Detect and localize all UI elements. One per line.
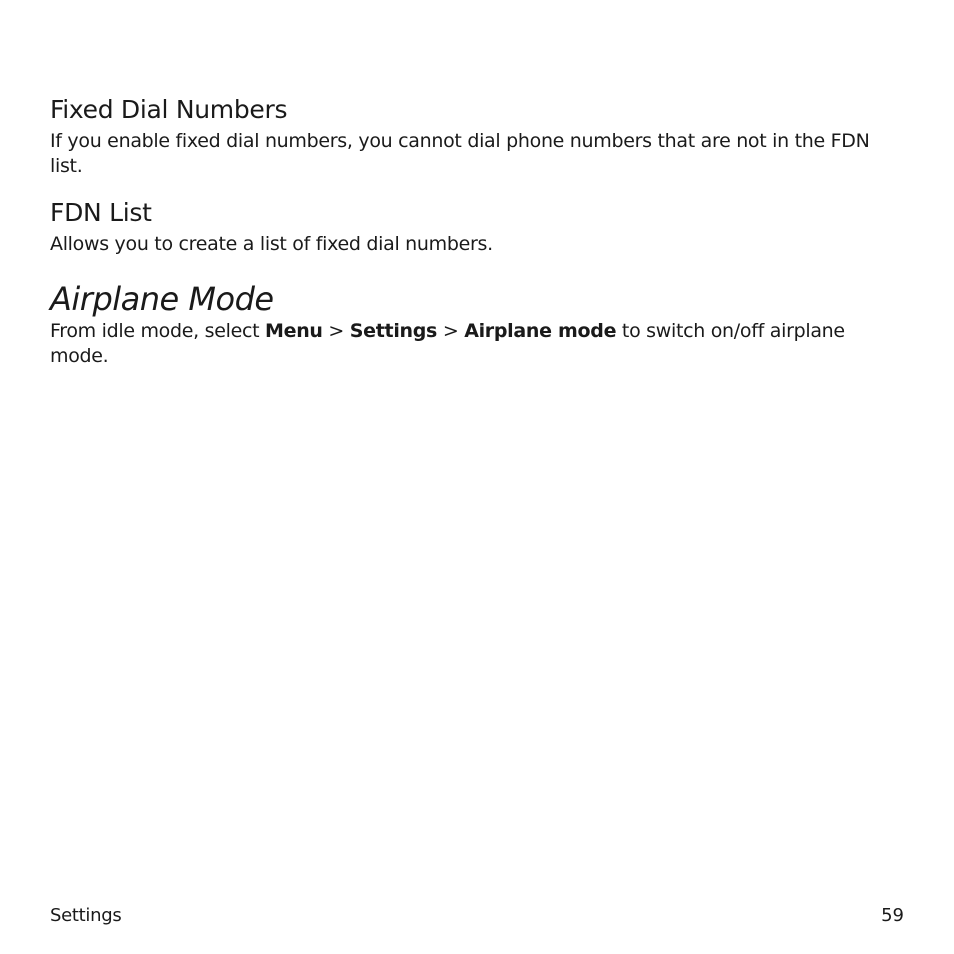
instruction-text-before: From idle mode, select: [50, 320, 266, 342]
footer-section-name: Settings: [50, 905, 122, 926]
fdn-list-description: Allows you to create a list of fixed dial numbers.: [50, 233, 493, 255]
fdn-list-heading: FDN List: [50, 198, 152, 227]
airplane-mode-label: Airplane mode: [464, 320, 617, 342]
separator: >: [322, 320, 350, 342]
page-content: [50, 94, 890, 369]
fixed-dial-numbers-section: [50, 94, 890, 179]
fdn-list-section: [50, 197, 890, 257]
footer-page-number: 59: [881, 905, 904, 926]
airplane-mode-instructions: [50, 319, 890, 369]
separator: >: [437, 320, 465, 342]
settings-label: Settings: [349, 320, 438, 342]
fixed-dial-numbers-description: If you enable fixed dial numbers, you cannot dial phone numbers that are not in the FDN list.: [50, 130, 870, 177]
airplane-mode-heading: Airplane Mode: [50, 280, 274, 318]
fixed-dial-numbers-heading: Fixed Dial Numbers: [50, 95, 288, 124]
airplane-mode-section: [50, 279, 890, 369]
menu-label: Menu: [265, 320, 323, 342]
instruction-text-after: to switch on/off airplane mode.: [50, 320, 845, 367]
